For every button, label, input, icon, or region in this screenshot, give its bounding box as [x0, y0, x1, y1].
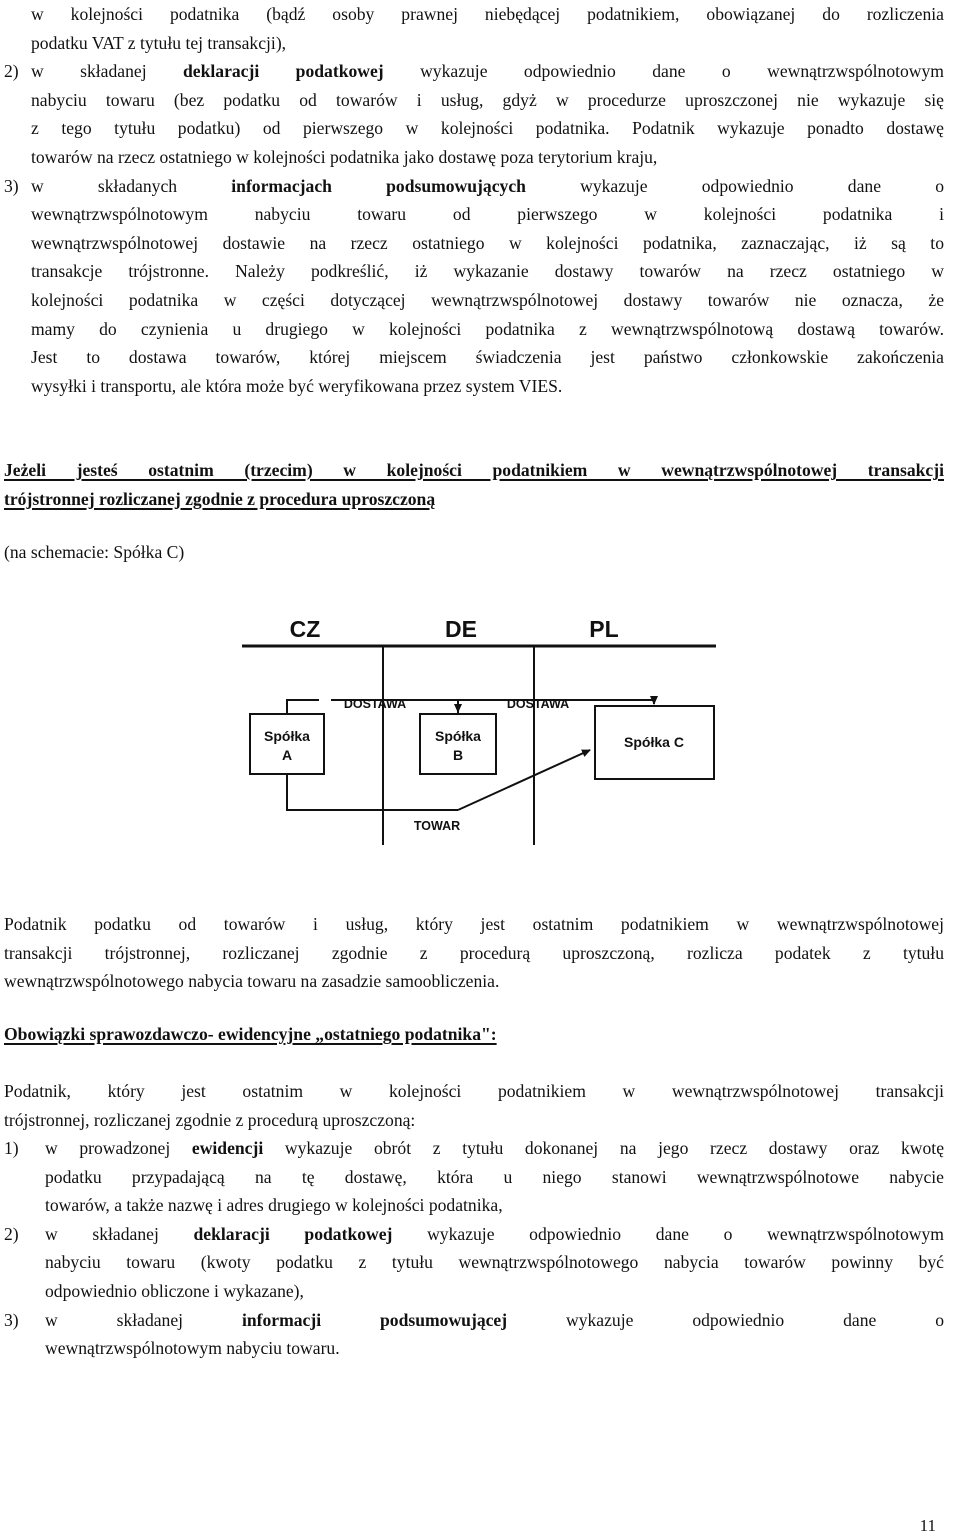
- text-line: Podatnik, który jest ostatnim w kolejności podatnikiem w wewnątrzwspólnotowej transakcji: [4, 1081, 944, 1101]
- list-number: 2): [4, 1223, 19, 1244]
- section-heading-last-taxpayer: [4, 456, 944, 513]
- company-b-letter: B: [452, 747, 464, 763]
- section-heading-obligations: [4, 1020, 944, 1049]
- text-line: nabyciu towaru (kwoty podatku z tytułu wewnątrzwspólnotowego nabycia towarów powinny być: [45, 1252, 944, 1273]
- text-line: z tego tytułu podatku) od pierwszego w kolejności podatnika. Podatnik wykazuje ponadto dostawę: [31, 118, 944, 139]
- text-line: transakcje trójstronne. Należy podkreślić, iż wykazanie dostawy towarów na rzecz ostatniego w: [31, 261, 944, 282]
- company-a-box: [250, 714, 324, 774]
- text-line: Podatnik podatku od towarów i usług, który jest ostatnim podatnikiem w wewnątrzwspólnotowej: [4, 914, 944, 934]
- goods-label: TOWAR: [413, 819, 461, 833]
- bold-term: informacji podsumowującej: [241, 1309, 508, 1330]
- bold-term: ewidencji: [191, 1138, 264, 1158]
- text-line: wewnątrzwspólnotowym nabyciu towaru.: [45, 1338, 340, 1359]
- goods-flow-line: [287, 774, 458, 810]
- paragraph-self-assessment: [4, 910, 944, 996]
- text-line: podatku przypadającą na tę dostawę, która u niego stanowi wewnątrzwspólnotowe nabycie: [45, 1166, 944, 1187]
- list-number: 1): [4, 1138, 19, 1158]
- list-item-1: [4, 1134, 944, 1220]
- paragraph-obligations-intro: [4, 1077, 944, 1134]
- text-line: w składanej deklaracji podatkowej wykazuje odpowiednio dane o wewnątrzwspólnotowym: [45, 1223, 944, 1244]
- company-b-label: Spółka: [435, 728, 481, 744]
- transaction-diagram: [240, 602, 720, 852]
- text-line: wysyłki i transportu, ale która może być weryfikowana przez system VIES.: [31, 375, 563, 396]
- list-item-3: [4, 1306, 944, 1363]
- heading-line: trójstronnej rozliczanej zgodnie z procedura uproszczoną: [4, 488, 436, 509]
- bold-term: informacjach podsumowujących: [231, 175, 526, 196]
- company-c-label: Spółka C: [624, 734, 684, 750]
- text-line: odpowiednio obliczone i wykazane),: [45, 1280, 304, 1301]
- text-line: w kolejności podatnika (bądź osoby prawnej niebędącej podatnikiem, obowiązanej do rozliczenia: [31, 4, 944, 24]
- text-line: trójstronnej, rozliczanej zgodnie z procedurą uproszczoną:: [4, 1109, 416, 1130]
- text-line: towarów na rzecz ostatniego w kolejności podatnika jako dostawę poza terytorium kraju,: [31, 146, 658, 167]
- bold-term: deklaracji podatkowej: [183, 61, 384, 82]
- schema-note: [4, 538, 944, 567]
- country-label-cz: CZ: [289, 616, 321, 642]
- text-line: kolejności podatnika w części dotyczącej wewnątrzwspólnotowej dostawy towarów nie oznacza, że: [31, 289, 944, 310]
- text-line: w prowadzonej ewidencji wykazuje obrót z tytułu dokonanej na jego rzecz dostawy oraz kwotę: [45, 1138, 944, 1158]
- section-continuation: [4, 0, 944, 400]
- company-a-letter: A: [281, 747, 293, 763]
- list-number: 3): [4, 175, 19, 196]
- delivery-label-2: DOSTAWA: [506, 697, 570, 711]
- text-line: wewnątrzwspólnotowego nabycia towaru na zasadzie samoobliczenia.: [4, 971, 500, 992]
- country-label-de: DE: [445, 616, 477, 642]
- bold-term: deklaracji podatkowej: [193, 1223, 393, 1244]
- company-b-box: [420, 714, 496, 774]
- text-line: nabyciu towaru (bez podatku od towarów i usług, gdyż w procedurze uproszczonej nie wykazuje się: [31, 89, 944, 110]
- text-line: podatku VAT z tytułu tej transakcji),: [31, 32, 287, 53]
- text-line: transakcji trójstronnej, rozliczanej zgodnie z procedurą uproszczoną, rozlicza podatek z tytułu: [4, 942, 944, 963]
- list-item-3: [4, 172, 944, 201]
- text-line: mamy do czynienia u drugiego w kolejności podatnika z wewnątrzwspólnotową dostawą towarów.: [31, 318, 944, 339]
- company-a-label: Spółka: [264, 728, 310, 744]
- list-item-2: [4, 57, 944, 86]
- schema-note-text: (na schemacie: Spółka C): [4, 542, 185, 562]
- heading-line: Jeżeli jesteś ostatnim (trzecim) w kolejności podatnikiem w wewnątrzwspólnotowej transakcji: [4, 460, 944, 480]
- delivery-label-1: DOSTAWA: [343, 697, 407, 711]
- text-line: w składanych informacjach podsumowujących wykazuje odpowiednio dane o: [31, 175, 944, 196]
- list-item-2: [4, 1220, 944, 1306]
- text-line: towarów, a także nazwę i adres drugiego w kolejności podatnika,: [45, 1195, 503, 1216]
- text-line: Jest to dostawa towarów, której miejscem świadczenia jest państwo członkowskie zakończenia: [31, 347, 944, 368]
- text-line: w składanej deklaracji podatkowej wykazuje odpowiednio dane o wewnątrzwspólnotowym: [31, 61, 944, 82]
- text-line: wewnątrzwspólnotowej dostawie na rzecz ostatniego w kolejności podatnika, zaznaczając, iż są to: [31, 232, 944, 253]
- page-number: 11: [919, 1516, 936, 1535]
- list-number: 3): [4, 1309, 19, 1330]
- list-number: 2): [4, 61, 19, 82]
- country-label-pl: PL: [589, 616, 619, 642]
- text-line: wewnątrzwspólnotowym nabyciu towaru od pierwszego w kolejności podatnika i: [31, 204, 944, 225]
- heading-line: Obowiązki sprawozdawczo- ewidencyjne „ostatniego podatnika":: [4, 1024, 497, 1044]
- text-line: w składanej informacji podsumowującej wykazuje odpowiednio dane o: [45, 1309, 944, 1330]
- obligations-list: [4, 1134, 944, 1363]
